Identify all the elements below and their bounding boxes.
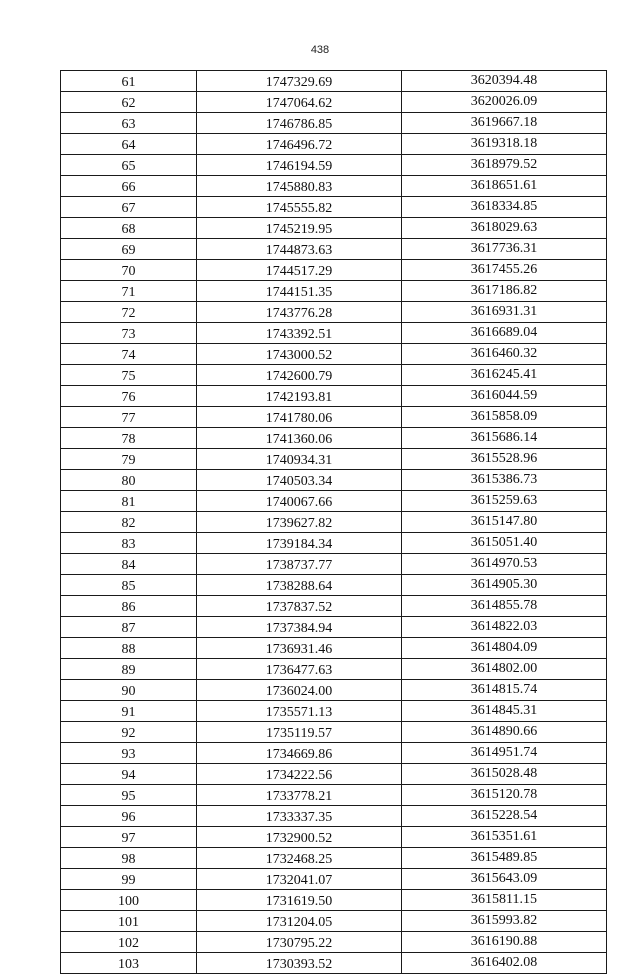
y-coordinate-cell: 3616931.31 xyxy=(402,302,607,323)
table-row xyxy=(61,932,607,953)
point-number-cell: 61 xyxy=(61,71,197,92)
table-row xyxy=(61,302,607,323)
point-number-cell: 67 xyxy=(61,197,197,218)
table-row xyxy=(61,260,607,281)
point-number-cell: 83 xyxy=(61,533,197,554)
point-number-cell: 66 xyxy=(61,176,197,197)
y-coordinate-cell: 3616245.41 xyxy=(402,365,607,386)
table-row xyxy=(61,659,607,680)
x-coordinate-cell: 1746496.72 xyxy=(197,134,402,155)
x-coordinate-cell: 1745880.83 xyxy=(197,176,402,197)
x-coordinate-cell: 1730393.52 xyxy=(197,953,402,974)
table-row xyxy=(61,785,607,806)
x-coordinate-cell: 1730795.22 xyxy=(197,932,402,953)
point-number-cell: 72 xyxy=(61,302,197,323)
table-row xyxy=(61,848,607,869)
x-coordinate-cell: 1746786.85 xyxy=(197,113,402,134)
table-row xyxy=(61,176,607,197)
table-row xyxy=(61,533,607,554)
table-row xyxy=(61,575,607,596)
x-coordinate-cell: 1736477.63 xyxy=(197,659,402,680)
x-coordinate-cell: 1737837.52 xyxy=(197,596,402,617)
table-row xyxy=(61,92,607,113)
table-row xyxy=(61,911,607,932)
point-number-cell: 81 xyxy=(61,491,197,512)
point-number-cell: 74 xyxy=(61,344,197,365)
x-coordinate-cell: 1732041.07 xyxy=(197,869,402,890)
x-coordinate-cell: 1742600.79 xyxy=(197,365,402,386)
x-coordinate-cell: 1731204.05 xyxy=(197,911,402,932)
point-number-cell: 92 xyxy=(61,722,197,743)
y-coordinate-cell: 3615259.63 xyxy=(402,491,607,512)
table-row xyxy=(61,155,607,176)
y-coordinate-cell: 3614815.74 xyxy=(402,680,607,701)
y-coordinate-cell: 3615351.61 xyxy=(402,827,607,848)
x-coordinate-cell: 1745555.82 xyxy=(197,197,402,218)
x-coordinate-cell: 1733337.35 xyxy=(197,806,402,827)
point-number-cell: 62 xyxy=(61,92,197,113)
y-coordinate-cell: 3615686.14 xyxy=(402,428,607,449)
point-number-cell: 69 xyxy=(61,239,197,260)
table-row xyxy=(61,554,607,575)
point-number-cell: 68 xyxy=(61,218,197,239)
y-coordinate-cell: 3618334.85 xyxy=(402,197,607,218)
x-coordinate-cell: 1747329.69 xyxy=(197,71,402,92)
table-row xyxy=(61,218,607,239)
point-number-cell: 101 xyxy=(61,911,197,932)
table-row xyxy=(61,491,607,512)
y-coordinate-cell: 3615147.80 xyxy=(402,512,607,533)
table-row xyxy=(61,701,607,722)
x-coordinate-cell: 1735571.13 xyxy=(197,701,402,722)
y-coordinate-cell: 3617455.26 xyxy=(402,260,607,281)
point-number-cell: 82 xyxy=(61,512,197,533)
x-coordinate-cell: 1741780.06 xyxy=(197,407,402,428)
point-number-cell: 93 xyxy=(61,743,197,764)
point-number-cell: 86 xyxy=(61,596,197,617)
table-row xyxy=(61,470,607,491)
x-coordinate-cell: 1735119.57 xyxy=(197,722,402,743)
y-coordinate-cell: 3620394.48 xyxy=(402,71,607,92)
x-coordinate-cell: 1736024.00 xyxy=(197,680,402,701)
y-coordinate-cell: 3616190.88 xyxy=(402,932,607,953)
x-coordinate-cell: 1740934.31 xyxy=(197,449,402,470)
point-number-cell: 65 xyxy=(61,155,197,176)
x-coordinate-cell: 1738288.64 xyxy=(197,575,402,596)
y-coordinate-cell: 3614855.78 xyxy=(402,596,607,617)
x-coordinate-cell: 1740067.66 xyxy=(197,491,402,512)
y-coordinate-cell: 3615051.40 xyxy=(402,533,607,554)
point-number-cell: 64 xyxy=(61,134,197,155)
y-coordinate-cell: 3614822.03 xyxy=(402,617,607,638)
x-coordinate-cell: 1744873.63 xyxy=(197,239,402,260)
y-coordinate-cell: 3615643.09 xyxy=(402,869,607,890)
table-row xyxy=(61,71,607,92)
x-coordinate-cell: 1742193.81 xyxy=(197,386,402,407)
table-row xyxy=(61,134,607,155)
point-number-cell: 70 xyxy=(61,260,197,281)
x-coordinate-cell: 1744517.29 xyxy=(197,260,402,281)
point-number-cell: 91 xyxy=(61,701,197,722)
x-coordinate-cell: 1743392.51 xyxy=(197,323,402,344)
y-coordinate-cell: 3617186.82 xyxy=(402,281,607,302)
y-coordinate-cell: 3616460.32 xyxy=(402,344,607,365)
y-coordinate-cell: 3614802.00 xyxy=(402,659,607,680)
point-number-cell: 73 xyxy=(61,323,197,344)
table-row xyxy=(61,239,607,260)
point-number-cell: 80 xyxy=(61,470,197,491)
x-coordinate-cell: 1733778.21 xyxy=(197,785,402,806)
y-coordinate-cell: 3620026.09 xyxy=(402,92,607,113)
x-coordinate-cell: 1734222.56 xyxy=(197,764,402,785)
point-number-cell: 78 xyxy=(61,428,197,449)
coordinates-table-container xyxy=(60,70,606,974)
point-number-cell: 94 xyxy=(61,764,197,785)
y-coordinate-cell: 3615489.85 xyxy=(402,848,607,869)
x-coordinate-cell: 1731619.50 xyxy=(197,890,402,911)
point-number-cell: 89 xyxy=(61,659,197,680)
x-coordinate-cell: 1745219.95 xyxy=(197,218,402,239)
y-coordinate-cell: 3615993.82 xyxy=(402,911,607,932)
table-row xyxy=(61,428,607,449)
y-coordinate-cell: 3619667.18 xyxy=(402,113,607,134)
x-coordinate-cell: 1746194.59 xyxy=(197,155,402,176)
y-coordinate-cell: 3615811.15 xyxy=(402,890,607,911)
x-coordinate-cell: 1747064.62 xyxy=(197,92,402,113)
x-coordinate-cell: 1743000.52 xyxy=(197,344,402,365)
x-coordinate-cell: 1737384.94 xyxy=(197,617,402,638)
y-coordinate-cell: 3614905.30 xyxy=(402,575,607,596)
table-row xyxy=(61,197,607,218)
table-row xyxy=(61,743,607,764)
y-coordinate-cell: 3616689.04 xyxy=(402,323,607,344)
x-coordinate-cell: 1744151.35 xyxy=(197,281,402,302)
x-coordinate-cell: 1732468.25 xyxy=(197,848,402,869)
y-coordinate-cell: 3614890.66 xyxy=(402,722,607,743)
point-number-cell: 87 xyxy=(61,617,197,638)
table-row xyxy=(61,449,607,470)
point-number-cell: 100 xyxy=(61,890,197,911)
x-coordinate-cell: 1739184.34 xyxy=(197,533,402,554)
y-coordinate-cell: 3614951.74 xyxy=(402,743,607,764)
point-number-cell: 85 xyxy=(61,575,197,596)
y-coordinate-cell: 3615120.78 xyxy=(402,785,607,806)
table-row xyxy=(61,827,607,848)
point-number-cell: 97 xyxy=(61,827,197,848)
point-number-cell: 84 xyxy=(61,554,197,575)
table-row xyxy=(61,617,607,638)
y-coordinate-cell: 3615228.54 xyxy=(402,806,607,827)
table-row xyxy=(61,680,607,701)
table-row xyxy=(61,113,607,134)
y-coordinate-cell: 3618029.63 xyxy=(402,218,607,239)
table-row xyxy=(61,890,607,911)
table-row xyxy=(61,764,607,785)
y-coordinate-cell: 3615386.73 xyxy=(402,470,607,491)
table-row xyxy=(61,722,607,743)
table-row xyxy=(61,281,607,302)
point-number-cell: 76 xyxy=(61,386,197,407)
y-coordinate-cell: 3615528.96 xyxy=(402,449,607,470)
x-coordinate-cell: 1738737.77 xyxy=(197,554,402,575)
y-coordinate-cell: 3614970.53 xyxy=(402,554,607,575)
point-number-cell: 75 xyxy=(61,365,197,386)
y-coordinate-cell: 3616044.59 xyxy=(402,386,607,407)
x-coordinate-cell: 1741360.06 xyxy=(197,428,402,449)
table-row xyxy=(61,365,607,386)
x-coordinate-cell: 1732900.52 xyxy=(197,827,402,848)
y-coordinate-cell: 3614845.31 xyxy=(402,701,607,722)
table-row xyxy=(61,407,607,428)
y-coordinate-cell: 3615028.48 xyxy=(402,764,607,785)
x-coordinate-cell: 1736931.46 xyxy=(197,638,402,659)
point-number-cell: 90 xyxy=(61,680,197,701)
point-number-cell: 95 xyxy=(61,785,197,806)
point-number-cell: 96 xyxy=(61,806,197,827)
point-number-cell: 71 xyxy=(61,281,197,302)
coordinates-table xyxy=(60,70,607,974)
point-number-cell: 79 xyxy=(61,449,197,470)
table-row xyxy=(61,638,607,659)
y-coordinate-cell: 3615858.09 xyxy=(402,407,607,428)
table-row xyxy=(61,953,607,974)
point-number-cell: 77 xyxy=(61,407,197,428)
y-coordinate-cell: 3619318.18 xyxy=(402,134,607,155)
x-coordinate-cell: 1743776.28 xyxy=(197,302,402,323)
point-number-cell: 98 xyxy=(61,848,197,869)
point-number-cell: 102 xyxy=(61,932,197,953)
table-row xyxy=(61,344,607,365)
y-coordinate-cell: 3616402.08 xyxy=(402,953,607,974)
point-number-cell: 99 xyxy=(61,869,197,890)
x-coordinate-cell: 1734669.86 xyxy=(197,743,402,764)
table-row xyxy=(61,869,607,890)
coordinates-table-body xyxy=(61,71,607,974)
table-row xyxy=(61,386,607,407)
point-number-cell: 103 xyxy=(61,953,197,974)
point-number-cell: 63 xyxy=(61,113,197,134)
y-coordinate-cell: 3618651.61 xyxy=(402,176,607,197)
y-coordinate-cell: 3617736.31 xyxy=(402,239,607,260)
page-number: 438 xyxy=(310,44,330,56)
table-row xyxy=(61,323,607,344)
x-coordinate-cell: 1739627.82 xyxy=(197,512,402,533)
y-coordinate-cell: 3618979.52 xyxy=(402,155,607,176)
x-coordinate-cell: 1740503.34 xyxy=(197,470,402,491)
table-row xyxy=(61,596,607,617)
table-row xyxy=(61,512,607,533)
y-coordinate-cell: 3614804.09 xyxy=(402,638,607,659)
table-row xyxy=(61,806,607,827)
point-number-cell: 88 xyxy=(61,638,197,659)
